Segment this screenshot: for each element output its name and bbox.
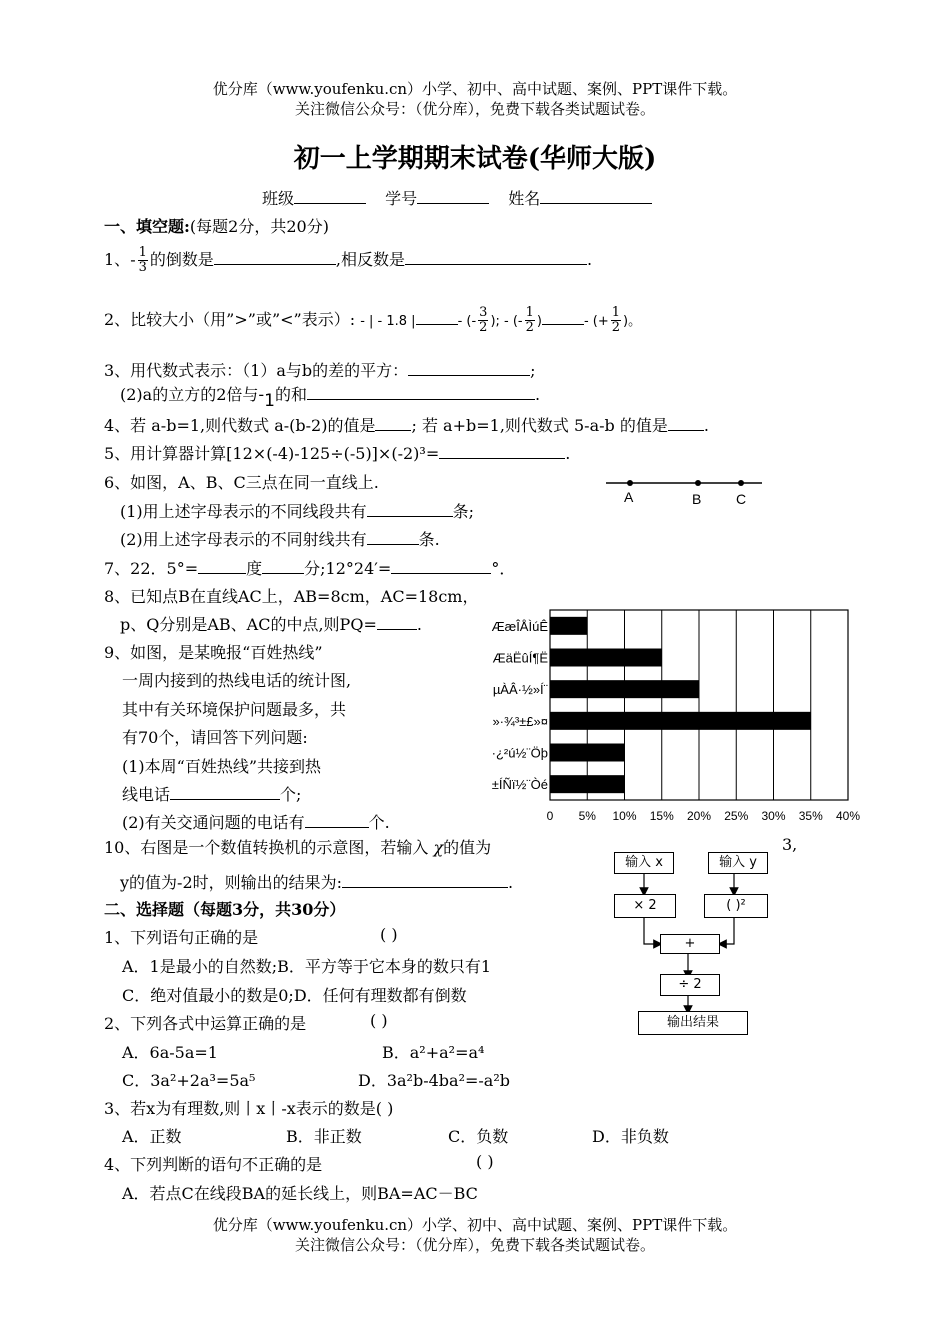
question-1-10-value: 3, — [782, 835, 798, 854]
fraction-1-2 — [611, 306, 621, 335]
q-text: 分;12°24′= — [304, 559, 392, 578]
category-label: ÆäËûÍ¶Ë — [492, 650, 548, 666]
question-2-4: 4、下列判断的语句不正确的是 — [104, 1155, 323, 1174]
question-1-5 — [104, 441, 570, 464]
option-b: B．非正数 — [286, 1127, 362, 1146]
q-text: 1、下列语句正确的是 — [104, 928, 259, 947]
option-d: D．非负数 — [592, 1127, 669, 1146]
question-1-7 — [104, 556, 515, 579]
x-tick-label: 35% — [798, 809, 823, 823]
answer-paren[interactable]: ( ) — [370, 1011, 388, 1030]
numerator: 1 — [525, 305, 534, 320]
q-num: 1、 — [104, 250, 131, 269]
x-tick-label: 40% — [835, 809, 861, 823]
option-a: A．正数 — [122, 1127, 182, 1146]
input-x-box: 输入 x — [614, 852, 674, 874]
q-expr: - (+ — [583, 314, 609, 329]
option-c: C．负数 — [448, 1127, 509, 1146]
x-tick-label: 10% — [612, 809, 637, 823]
option-a: A．6a-5a=1 — [122, 1043, 218, 1062]
fraction-1-3 — [138, 246, 148, 275]
q-end: ; — [530, 361, 536, 380]
point-a-dot — [627, 480, 633, 486]
question-1-9-l7 — [122, 810, 390, 833]
x-tick-label: 30% — [761, 809, 786, 823]
q-end: . — [535, 385, 541, 404]
question-2-1 — [104, 925, 258, 948]
question-1-9-l3: 其中有关环境保护问题最多，共 — [122, 700, 347, 719]
q-text: 度 — [246, 559, 263, 578]
answer-blank[interactable] — [305, 813, 369, 828]
answer-blank[interactable] — [262, 559, 304, 574]
question-1-9-l2: 一周内接到的热线电话的统计图, — [122, 671, 352, 690]
category-label: ·¿²ú½¨Öþ — [491, 745, 548, 761]
q-text: (2)a的立方的2倍与 — [120, 385, 259, 404]
q-expr: )。 — [623, 314, 642, 329]
q-text: ; 若 a+b=1,则代数式 5-a-b 的值是 — [411, 416, 668, 435]
q-text: ,相反数是 — [335, 250, 405, 269]
q-end: . — [586, 250, 593, 269]
q-text: 的倒数是 — [149, 250, 214, 269]
category-label: ±ÍÑï½¨Òé — [491, 777, 548, 793]
q-end: . — [416, 615, 422, 634]
option-b: B．a²+a²=a⁴ — [382, 1043, 485, 1062]
answer-blank[interactable] — [307, 385, 535, 400]
bar — [550, 680, 699, 698]
q-text: 5、用计算器计算[12×(-4)-125÷(-5)]×(-2)³= — [104, 444, 440, 463]
section1-note: (每题2分，共20分) — [189, 217, 329, 236]
question-1-6a: 6、如图，A、B、C三点在同一直线上. — [104, 473, 379, 492]
q-sign: - — [130, 250, 136, 269]
question-1-10a — [104, 835, 491, 858]
denominator: 2 — [611, 320, 621, 335]
point-a-label: A — [624, 489, 634, 505]
q-text: p、Q分别是AB、AC的中点,则PQ= — [120, 615, 377, 634]
q-text: (1)用上述字母表示的不同线段共有 — [120, 502, 367, 521]
answer-blank[interactable] — [668, 416, 704, 431]
category-label: »·¾³±£»¤ — [492, 713, 548, 729]
answer-blank[interactable] — [367, 530, 419, 545]
q-text: 2、比较大小（用”>”或”<”表示）: — [104, 310, 356, 329]
q-end: 个. — [368, 813, 390, 832]
bar — [550, 775, 625, 793]
question-2-3: 3、若x为有理数,则丨x丨-x表示的数是( ) — [104, 1099, 394, 1118]
q-end: . — [565, 444, 571, 463]
q-end: . — [703, 416, 709, 435]
question-2-2: 2、下列各式中运算正确的是 — [104, 1014, 307, 1033]
q-expr: - (- — [457, 314, 477, 329]
q-text: 的和 — [275, 385, 308, 404]
q-text: 3、用代数式表示：（1）a与b的差的平方： — [104, 361, 409, 380]
q-text: 的值为 — [443, 838, 492, 857]
category-label: ÆæÎÅÌúÊ — [491, 618, 548, 634]
denominator: 3 — [138, 260, 147, 275]
bar — [550, 617, 587, 635]
q-expr: - | - 1.8 | — [360, 314, 416, 329]
question-1-3a — [104, 358, 536, 381]
student-info — [262, 186, 652, 209]
plus-box: + — [660, 934, 720, 954]
x-tick-label: 15% — [649, 809, 674, 823]
x-tick-label: 5% — [578, 809, 596, 823]
id-blank[interactable] — [417, 189, 489, 204]
id-label: 学号 — [385, 189, 418, 208]
answer-blank[interactable] — [375, 416, 411, 431]
q-text: y的值为-2时，则输出的结果为: — [120, 873, 343, 892]
output-box: 输出结果 — [638, 1011, 748, 1035]
q-end: °． — [491, 559, 516, 578]
option-a: A．若点C在线段BA的延长线上，则BA=AC－BC — [122, 1184, 478, 1203]
numerator: 1 — [611, 305, 621, 320]
category-label: µÀÂ·½»Í¨ — [492, 682, 548, 698]
answer-blank[interactable] — [198, 559, 246, 574]
q-text: (2)有关交通问题的电话有 — [122, 813, 305, 832]
question-1-6c — [120, 527, 440, 550]
answer-blank[interactable] — [367, 502, 453, 517]
section1-heading — [104, 214, 329, 237]
option-d: D．3a²b-4ba²=-a²b — [358, 1071, 510, 1090]
fraction-3-2 — [478, 306, 488, 335]
question-1-2 — [104, 306, 641, 335]
numerator: 3 — [479, 305, 488, 320]
question-2-1-options-ab: A．1是最小的自然数;B．平方等于它本身的数只有1 — [122, 957, 492, 976]
name-blank[interactable] — [540, 189, 652, 204]
bar — [550, 712, 811, 730]
question-1-3b — [120, 382, 541, 411]
point-c-dot — [738, 480, 744, 486]
fraction-1-2 — [525, 306, 535, 335]
answer-blank[interactable] — [439, 444, 565, 459]
q-text: 线电话 — [122, 785, 171, 804]
q-text: 4、若 a-b=1,则代数式 a-(b-2)的值是 — [104, 416, 376, 435]
q-variable: χ — [433, 838, 444, 857]
q-end: 条; — [452, 502, 475, 521]
option-c: C．3a²+2a³=5a⁵ — [122, 1071, 256, 1090]
answer-blank[interactable] — [542, 310, 584, 325]
question-1-9-l1: 9、如图，是某晚报“百姓热线” — [104, 643, 323, 662]
answer-blank[interactable] — [391, 559, 491, 574]
denominator: 2 — [525, 320, 534, 335]
header-line-1: 优分库（www.youfenku.cn）小学、初中、高中试题、案例、PPT课件下载。 — [212, 80, 738, 98]
answer-blank[interactable] — [342, 873, 508, 888]
question-1-6b — [120, 499, 474, 522]
page-title: 初一上学期期末试卷(华师大版) — [293, 144, 657, 174]
class-label: 班级 — [262, 189, 295, 208]
q-sign: - — [258, 385, 265, 404]
answer-blank[interactable] — [377, 615, 417, 630]
question-1-1 — [104, 246, 592, 275]
q-text: 10、右图是一个数值转换机的示意图，若输入 — [104, 838, 429, 857]
x-tick-label: 25% — [724, 809, 749, 823]
q-end: . — [508, 873, 514, 892]
input-y-box: 输入 y — [708, 852, 768, 874]
denominator: 2 — [479, 320, 488, 335]
answer-blank[interactable] — [405, 250, 587, 265]
q-end: 个; — [280, 785, 302, 804]
section1-title: 一、填空题: — [104, 217, 190, 236]
name-label: 姓名 — [508, 189, 541, 208]
point-b-label: B — [692, 491, 702, 507]
line-abc-figure — [600, 472, 770, 512]
x-tick-label: 0 — [546, 809, 554, 823]
answer-paren[interactable]: ( ) — [476, 1152, 494, 1171]
footer-line-2: 关注微信公众号：（优分库），免费下载各类试题试卷。 — [294, 1236, 655, 1254]
question-1-9-l5: (1)本周“百姓热线”共接到热 — [122, 757, 322, 776]
arrow-square-to-plus — [722, 916, 734, 944]
question-1-9-l4: 有70个，请回答下列问题: — [122, 728, 308, 747]
question-1-9-l6 — [122, 782, 301, 805]
answer-blank[interactable] — [408, 361, 530, 376]
question-1-4 — [104, 413, 709, 436]
arrow-times2-to-plus — [644, 916, 658, 944]
question-1-8a: 8、已知点B在直线AC上，AB=8cm，AC=18cm， — [104, 587, 479, 606]
q-text: (2)用上述字母表示的不同射线共有 — [120, 530, 367, 549]
hotline-bar-chart — [470, 604, 880, 829]
question-2-1-options-cd: C．绝对值最小的数是0;D．任何有理数都有倒数 — [122, 986, 467, 1005]
q-value: 1 — [264, 391, 275, 411]
class-blank[interactable] — [294, 189, 366, 204]
times-2-box: × 2 — [614, 894, 676, 918]
q-text: 7、22．5°= — [104, 559, 199, 578]
header-line-2: 关注微信公众号：（优分库），免费下载各类试题试卷。 — [294, 100, 655, 118]
question-1-10b — [120, 870, 513, 893]
q-expr: ); - (- — [490, 314, 523, 329]
numerator: 1 — [138, 245, 147, 260]
bar — [550, 744, 625, 762]
q-expr: ) — [536, 314, 542, 329]
divide-2-box: ÷ 2 — [660, 974, 720, 996]
answer-paren[interactable]: ( ) — [380, 925, 398, 944]
footer-line-1: 优分库（www.youfenku.cn）小学、初中、高中试题、案例、PPT课件下载。 — [212, 1216, 738, 1234]
answer-blank[interactable] — [416, 310, 458, 325]
point-b-dot — [695, 480, 701, 486]
answer-blank[interactable] — [170, 785, 280, 800]
square-box: ( )² — [704, 894, 768, 918]
section2-heading: 二、选择题（每题3分，共30分） — [104, 900, 346, 919]
answer-blank[interactable] — [214, 250, 336, 265]
question-1-8b — [120, 612, 422, 635]
bar — [550, 649, 662, 667]
q-end: 条. — [418, 530, 440, 549]
point-c-label: C — [736, 491, 747, 507]
x-tick-label: 20% — [686, 809, 712, 823]
